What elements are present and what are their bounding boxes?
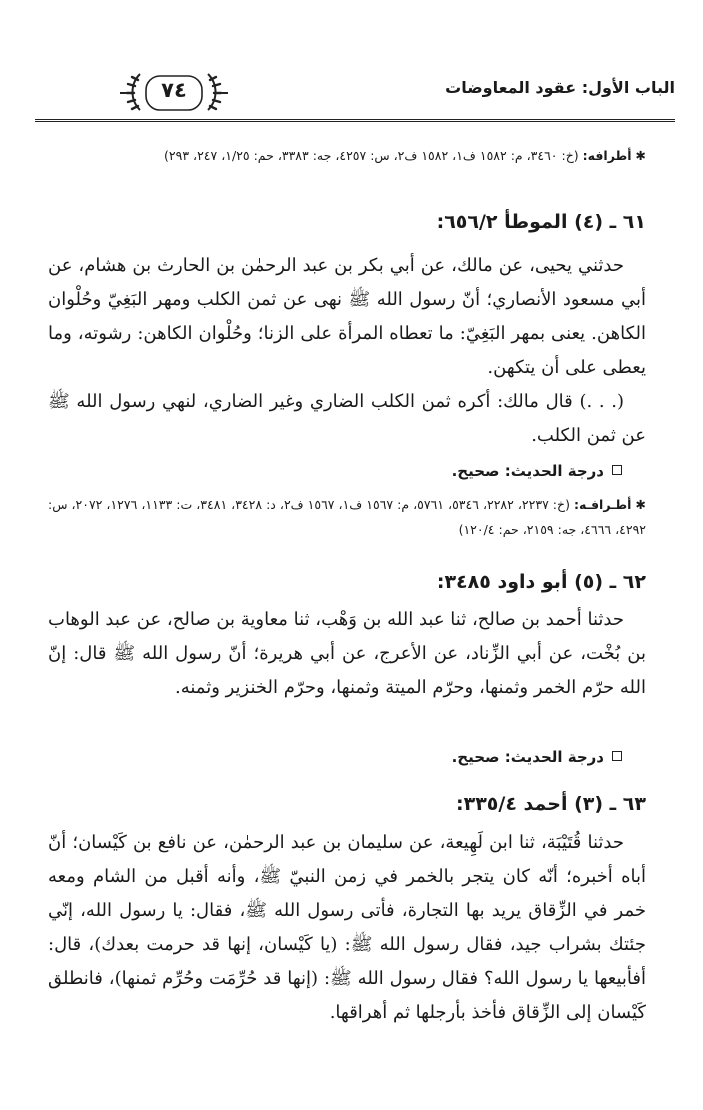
hadith-heading-61: ٦١ ـ (٤) الموطأ ٦٥٦/٢:: [436, 211, 646, 233]
grade-text: درجة الحديث: صحيح.: [451, 748, 604, 766]
atraf-text: (خ: ٢٢٣٧، ٢٢٨٢، ٥٣٤٦، ٥٧٦١، م: ١٥٦٧ ف١، ١٥٦٧ ف٢، د: ٣٤٢٨، ٣٤٨١، ت: ١١٣٣، ١٢٧٦، ٢٠٧٢، س: ٤٢٩٢، ٤٦٦٦، جه: ٢١٥٩، حم: ١٢٠/٤): [48, 497, 646, 537]
atraf-note-61: [48, 492, 646, 542]
grade-text: درجة الحديث: صحيح.: [451, 462, 604, 480]
square-bullet-icon: [612, 751, 622, 761]
hadith-text-62: حدثنا أحمد بن صالح، ثنا عبد الله بن وَهْب، ثنا معاوية بن صالح، عن عبد الوهاب بن بُخْت، عن أبي الزِّناد، عن الأعرج، عن أبي هريرة؛ أنّ رسول الله ﷺ قال: إنّ الله حرّم الخمر وثمنها، وحرّم الميتة وثمنها، وحرّم الخنزير وثمنه.: [48, 609, 646, 698]
hadith-heading-63: ٦٣ ـ (٣) أحمد ٣٣٥/٤:: [455, 793, 646, 815]
hadith-text-63: حدثنا قُتَيْبَة، ثنا ابن لَهِيعة، عن سليمان بن عبد الرحمٰن، عن نافع بن كَيْسان؛ أنّ أباه أخبره؛ أنّه كان يتجر بالخمر في زمن النبيّ ﷺ، وأنه أقبل من الشام ومعه خمر في الزِّقاق يريد بها التجارة، فأتى رسول الله ﷺ، فقال: يا رسول الله، إنّي جئتك بشراب جيد، فقال رسول الله ﷺ: (يا كَيْسان، إنها قد حرمت بعدك)، قال: أفأبيعها يا رسول الله؟ فقال رسول الله ﷺ: (إنها قد حُرِّمَت وحُرِّم ثمنها)، فانطلق كَيْسان إلى الزِّقاق فأخذ بأرجلها ثم أهراقها.: [48, 832, 646, 1023]
asterisk-icon: ✱: [635, 497, 646, 512]
page-number-badge: [120, 70, 228, 116]
hadith-heading-62: ٦٢ ـ (٥) أبو داود ٣٤٨٥:: [436, 571, 646, 593]
atraf-text: (خ: ٣٤٦٠، م: ١٥٨٢ ف١، ١٥٨٢ ف٢، س: ٤٢٥٧، جه: ٣٣٨٣، حم: ١/٢٥، ٢٤٧، ٢٩٣): [164, 148, 579, 163]
square-bullet-icon: [612, 465, 622, 475]
running-title: الباب الأول: عقود المعاوضات: [445, 78, 675, 97]
asterisk-icon: ✱: [635, 148, 646, 163]
atraf-label: أطـراف‍ـه:: [574, 497, 632, 512]
hadith-grade-61: [24, 458, 646, 484]
page-header: [35, 70, 675, 122]
page-number: ٧٤: [161, 78, 187, 102]
malik-commentary: (. . .) قال مالك: أكره ثمن الكلب الضاري وغير الضاري، لنهي رسول الله ﷺ عن ثمن الكلب.: [48, 391, 646, 446]
atraf-label: أطرافه:: [582, 148, 632, 163]
header-rule: [35, 119, 675, 122]
hadith-text-61: حدثني يحيى، عن مالك، عن أبي بكر بن عبد الرحمٰن بن الحارث بن هشام، عن أبي مسعود الأنصاري؛ أنّ رسول الله ﷺ نهى عن ثمن الكلب ومهر البَغِيّ وحُلْوان الكاهن. يعنى بمهر البَغِيّ: ما تعطاه المرأة على الزنا؛ وحُلْوان الكاهن: رشوته، وما يعطى على أن يتكهن.: [48, 255, 646, 378]
hadith-grade-62: [24, 744, 646, 770]
atraf-note-continued: [48, 143, 646, 168]
